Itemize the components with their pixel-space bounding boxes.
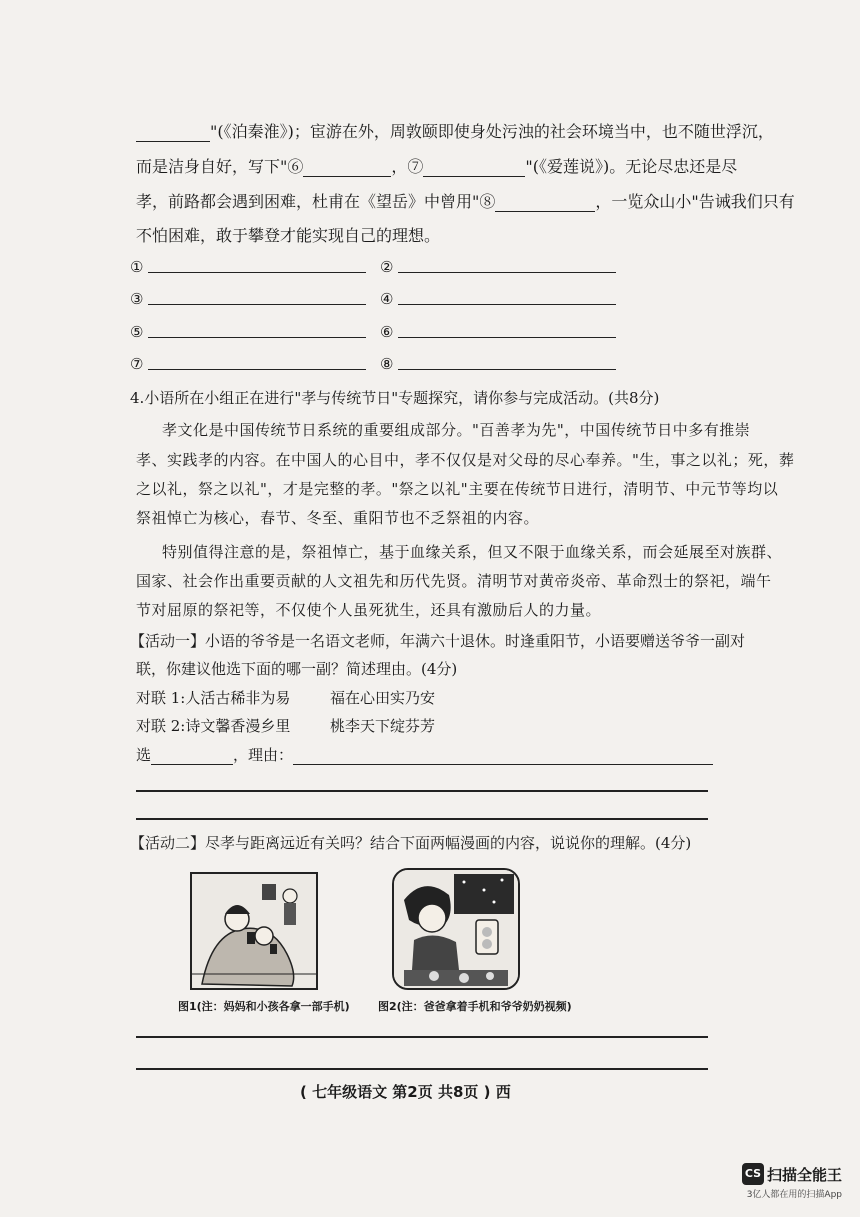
- comic-1-caption: 图1(注：妈妈和小孩各拿一部手机): [178, 1000, 350, 1013]
- answer-8[interactable]: ⑧: [380, 355, 616, 373]
- couplet-1-label: 对联 1:人活古稀非为易: [136, 689, 291, 707]
- answer-1[interactable]: ①: [130, 258, 366, 276]
- passage-p1-line4: 祭祖悼亡为核心，春节、冬至、重阳节也不乏祭祖的内容。: [136, 509, 540, 527]
- fill-line-2: 而是洁身自好，写下"⑥ ，⑦ "(《爱莲说》)。无论尽忠还是尽: [136, 157, 738, 176]
- page-footer: ( 七年级语文 第2页 共8页 ) 西: [300, 1083, 511, 1101]
- answer-2[interactable]: ②: [380, 258, 616, 276]
- comic-2-caption: 图2(注：爸爸拿着手机和爷爷奶奶视频): [378, 1000, 572, 1013]
- question-4-title: 4.小语所在小组正在进行"孝与传统节日"专题探究，请你参与完成活动。(共8分): [130, 389, 660, 407]
- fill-line-3: 孝，前路都会遇到困难，杜甫在《望岳》中曾用"⑧ ，一览众山小"告诫我们只有: [136, 192, 795, 211]
- passage-p1-line3: 之以礼，祭之以礼"，才是完整的孝。"祭之以礼"主要在传统节日进行，清明节、中元节等均以: [136, 480, 779, 498]
- answer-3[interactable]: ③: [130, 290, 366, 308]
- passage-p1-line1: 孝文化是中国传统节日系统的重要组成部分。"百善孝为先"，中国传统节日中多有推崇: [162, 421, 751, 439]
- fill-line-1: "(《泊秦淮》)；宦游在外，周敦颐即使身处污浊的社会环境当中，也不随世浮沉，: [136, 122, 774, 142]
- comic-1-image: [190, 872, 318, 990]
- comic-2-illustration: [394, 870, 518, 988]
- answer-5[interactable]: ⑤: [130, 323, 366, 341]
- answer-rule-4[interactable]: [136, 1068, 708, 1070]
- couplet-2-right: 桃李天下绽芬芳: [330, 717, 436, 735]
- comic-1-illustration: [192, 874, 316, 988]
- scanner-tagline: 3亿人都在用的扫描App: [746, 1190, 842, 1200]
- activity-2-title: 【活动二】尽孝与距离远近有关吗？结合下面两幅漫画的内容，说说你的理解。(4分): [130, 834, 692, 852]
- couplet-2-label: 对联 2:诗文馨香漫乡里: [136, 717, 291, 735]
- answer-4[interactable]: ④: [380, 290, 616, 308]
- answer-rule-1[interactable]: [136, 790, 708, 792]
- blank-6[interactable]: [303, 160, 391, 177]
- blank-7[interactable]: [423, 160, 525, 177]
- answer-6[interactable]: ⑥: [380, 323, 616, 341]
- passage-p2-line3: 节对屈原的祭祀等，不仅使个人虽死犹生，还具有激励后人的力量。: [136, 601, 602, 619]
- couplet-1-right: 福在心田实乃安: [330, 689, 436, 707]
- reason-blank[interactable]: [293, 748, 713, 765]
- scanner-watermark: [742, 1163, 842, 1200]
- scanner-brand: 扫描全能王: [766, 1165, 842, 1184]
- passage-p2-line1: 特别值得注意的是，祭祖悼亡，基于血缘关系，但又不限于血缘关系，而会延展至对族群、: [162, 543, 783, 561]
- activity-1-line2: 联，你建议他选下面的哪一副？简述理由。(4分): [136, 660, 458, 678]
- passage-p1-line2: 孝、实践孝的内容。在中国人的心目中，孝不仅仅是对父母的尽心奉养。"生，事之以礼；死，葬: [136, 451, 795, 469]
- fill-line-4: 不怕困难，敢于攀登才能实现自己的理想。: [136, 226, 441, 245]
- answer-7[interactable]: ⑦: [130, 355, 366, 373]
- choose-line: 选 ，理由：: [136, 745, 713, 765]
- choose-blank[interactable]: [151, 748, 233, 765]
- activity-1-line1: 【活动一】小语的爷爷是一名语文老师，年满六十退休。时逢重阳节，小语要赠送爷爷一副对: [130, 632, 746, 650]
- answer-rule-3[interactable]: [136, 1036, 708, 1038]
- answer-rule-2[interactable]: [136, 818, 708, 820]
- scanner-logo-icon: CS: [742, 1163, 764, 1185]
- blank-8[interactable]: [495, 195, 595, 212]
- comic-2-image: [392, 868, 520, 990]
- passage-p2-line2: 国家、社会作出重要贡献的人文祖先和历代先贤。清明节对黄帝炎帝、革命烈士的祭祀，端午: [136, 572, 772, 590]
- blank-5[interactable]: [136, 125, 210, 142]
